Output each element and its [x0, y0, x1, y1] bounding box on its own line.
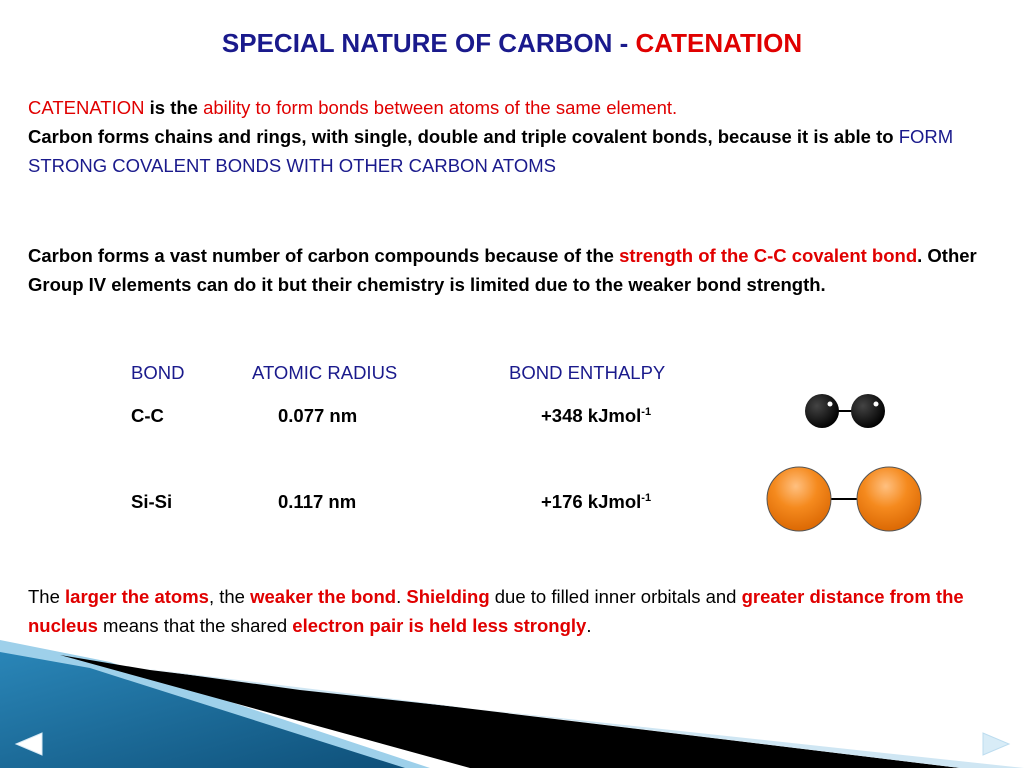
row-sisi-radius: 0.117 nm	[278, 491, 357, 512]
header-bond-enthalpy: BOND ENTHALPY	[509, 362, 666, 383]
triangle-right-icon[interactable]	[981, 732, 1011, 756]
shielding-text-2: , the	[208, 586, 251, 607]
row-cc-enthalpy-exponent: -1	[641, 405, 652, 418]
shielding-text-6: .	[586, 615, 592, 636]
row-sisi-enthalpy	[541, 491, 651, 513]
catenation-definition	[28, 93, 996, 180]
shielding-text-5: means that the shared	[97, 615, 293, 636]
row-cc-bond: C-C	[131, 405, 164, 426]
title-highlight: CATENATION	[635, 28, 803, 58]
silicon-silicon-molecule-icon	[762, 462, 926, 536]
row-sisi-enthalpy-value: +176 kJmol	[541, 491, 642, 512]
triangle-left-icon[interactable]	[14, 732, 44, 756]
cc-bond-strength-highlight: strength of the C-C covalent bond	[619, 245, 918, 266]
definition-period: .	[672, 97, 678, 118]
row-cc-radius: 0.077 nm	[278, 405, 358, 426]
shielding-paragraph	[28, 582, 996, 640]
chains-rings-text: Carbon forms chains and rings, with single, double and triple covalent bonds, because it is able to	[28, 126, 899, 147]
electron-pair-highlight: electron pair is held less strongly	[292, 615, 587, 636]
shielding-highlight: Shielding	[406, 586, 490, 607]
definition-text: ability to form bonds between atoms of the same element	[203, 97, 673, 118]
header-bond: BOND	[131, 362, 185, 383]
weaker-bond-highlight: weaker the bond	[250, 586, 397, 607]
compounds-text-1: Carbon forms a vast number of carbon compounds because of the	[28, 245, 620, 266]
header-atomic-radius: ATOMIC RADIUS	[252, 362, 398, 383]
slide-title	[0, 28, 1024, 59]
shielding-text-1: The	[28, 586, 66, 607]
row-cc-enthalpy	[541, 405, 651, 427]
compounds-text-2: . Other Group IV elements can do it but their chemistry is limited due to the weaker bond strength.	[28, 245, 977, 295]
title-prefix: SPECIAL NATURE OF CARBON -	[221, 28, 636, 58]
strong-bonds-emphasis: FORM STRONG COVALENT BONDS WITH OTHER CARBON ATOMS	[28, 126, 954, 176]
row-sisi-bond: Si-Si	[131, 491, 173, 512]
shielding-text-4: due to filled inner orbitals and	[489, 586, 742, 607]
distance-nucleus-highlight: greater distance from the nucleus	[28, 586, 964, 636]
definition-connector: is the	[144, 97, 204, 118]
larger-atoms-highlight: larger the atoms	[65, 586, 209, 607]
row-sisi-enthalpy-exponent: -1	[641, 491, 652, 504]
carbon-carbon-molecule-icon	[800, 390, 892, 432]
term-catenation: CATENATION	[28, 97, 145, 118]
shielding-text-3: .	[396, 586, 407, 607]
row-cc-enthalpy-value: +348 kJmol	[541, 405, 642, 426]
compounds-paragraph	[28, 241, 996, 299]
